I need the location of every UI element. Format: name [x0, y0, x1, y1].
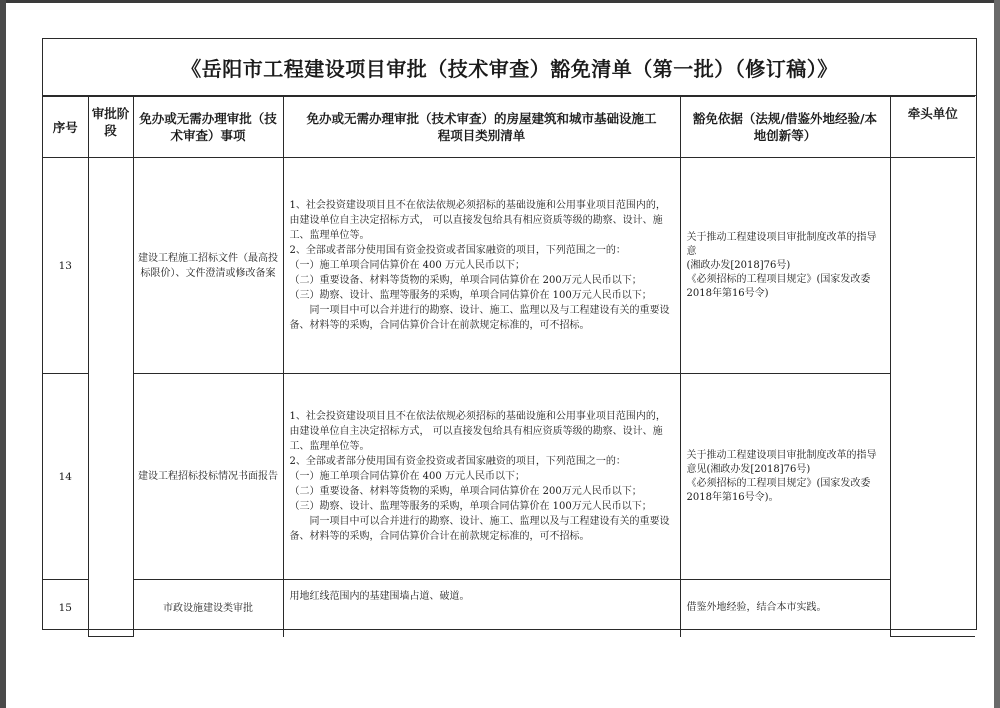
row-item: 市政设施建设类审批: [133, 580, 283, 637]
scope-line: （一）施工单项合同估算价在 400 万元人民币以下；: [289, 471, 525, 482]
scope-line: 同一项目中可以合并进行的勘察、设计、施工、监理以及与工程建设有关的重要设备、材料等的采购，合同估算价合计在前款规定标准的，可不招标。: [289, 305, 670, 331]
header-item: 免办或无需办理审批（技术审查）事项: [133, 97, 283, 158]
header-basis: 豁免依据（法规/借鉴外地经验/本地创新等）: [680, 97, 890, 158]
scan-edge-right: [994, 0, 1000, 708]
row-basis: [680, 580, 890, 637]
scope-line: 同一项目中可以合并进行的勘察、设计、施工、监理以及与工程建设有关的重要设备、材料等的采购，合同估算价合计在前款规定标准的，可不招标。: [289, 516, 670, 542]
basis-line: 关于推动工程建设项目审批制度改革的指导意: [686, 231, 877, 257]
basis-line: 借鉴外地经验，结合本市实践。: [686, 602, 827, 614]
scope-line: （一）施工单项合同估算价在 400 万元人民币以下；: [289, 260, 525, 271]
scope-line: （二）重要设备、材料等货物的采购，单项合同估算价在 200万元人民币以下；: [289, 275, 642, 286]
table-row: [43, 374, 975, 580]
scan-edge-left: [0, 0, 6, 708]
scope-line: 1、社会投资建设项目且不在依法依规必须招标的基础设施和公用事业项目范围内的，: [289, 411, 666, 422]
row-basis: [680, 374, 890, 580]
row-scope: [283, 158, 680, 374]
header-seq: 序号: [43, 97, 88, 158]
document-title: 《岳阳市工程建设项目审批（技术审查）豁免清单（第一批）（修订稿）》: [43, 39, 976, 96]
exemption-table: [43, 96, 975, 637]
scope-line: （三）勘察、设计、监理等服务的采购，单项合同估算价在 100万元人民币以下；: [289, 501, 652, 512]
row-scope: [283, 580, 680, 637]
row-item: 建设工程施工招标文件（最高投标限价）、文件澄清或修改备案: [133, 158, 283, 374]
row-seq: 15: [43, 580, 88, 637]
scope-line: 1、社会投资建设项目且不在依法依规必须招标的基础设施和公用事业项目范围内的，由建设单位自主决定招标方式， 可以直接发包给具有相应资质等级的勘察、设计、施工、监理单位等。: [289, 200, 666, 241]
table-row: [43, 158, 975, 374]
lead-cell: [890, 158, 975, 637]
header-stage: 审批阶段: [88, 97, 133, 158]
scope-line: 由建设单位自主决定招标方式， 可以直接发包给具有相应资质等级的勘察、设计、施工、监理单位等。: [289, 426, 663, 452]
scan-edge-top: [0, 0, 1000, 3]
basis-line: 《必须招标的工程项目规定》(国家发改委2018年第16号令): [686, 273, 871, 299]
basis-line: 《必须招标的工程项目规定》(国家发改委2018年第16号令)。: [686, 477, 871, 503]
table-row: [43, 580, 975, 637]
basis-line: 关于推动工程建设项目审批制度改革的指导意见(湘政办发[2018]76号): [686, 449, 877, 475]
basis-line: (湘政办发[2018]76号): [686, 259, 791, 271]
stage-cell: [88, 158, 133, 637]
row-seq: 13: [43, 158, 88, 374]
header-scope: 免办或无需办理审批（技术审查）的房屋建筑和城市基础设施工程项目类别清单: [283, 97, 680, 158]
scope-line: 用地红线范围内的基建围墙占道、破道。: [289, 591, 470, 602]
row-basis: [680, 158, 890, 374]
scope-line: （三）勘察、设计、监理等服务的采购，单项合同估算价在 100万元人民币以下；: [289, 290, 652, 301]
scope-line: （二）重要设备、材料等货物的采购，单项合同估算价在 200万元人民币以下；: [289, 486, 642, 497]
row-seq: 14: [43, 374, 88, 580]
scope-line: 2、全部或者部分使用国有资金投资或者国家融资的项目，下列范围之一的：: [289, 245, 626, 256]
scope-line: 2、全部或者部分使用国有资金投资或者国家融资的项目，下列范围之一的：: [289, 456, 626, 467]
header-lead: 牵头单位: [890, 97, 975, 158]
row-item: 建设工程招标投标情况书面报告: [133, 374, 283, 580]
row-scope: [283, 374, 680, 580]
header-row: [43, 97, 975, 158]
exemption-list-sheet: [42, 38, 977, 630]
